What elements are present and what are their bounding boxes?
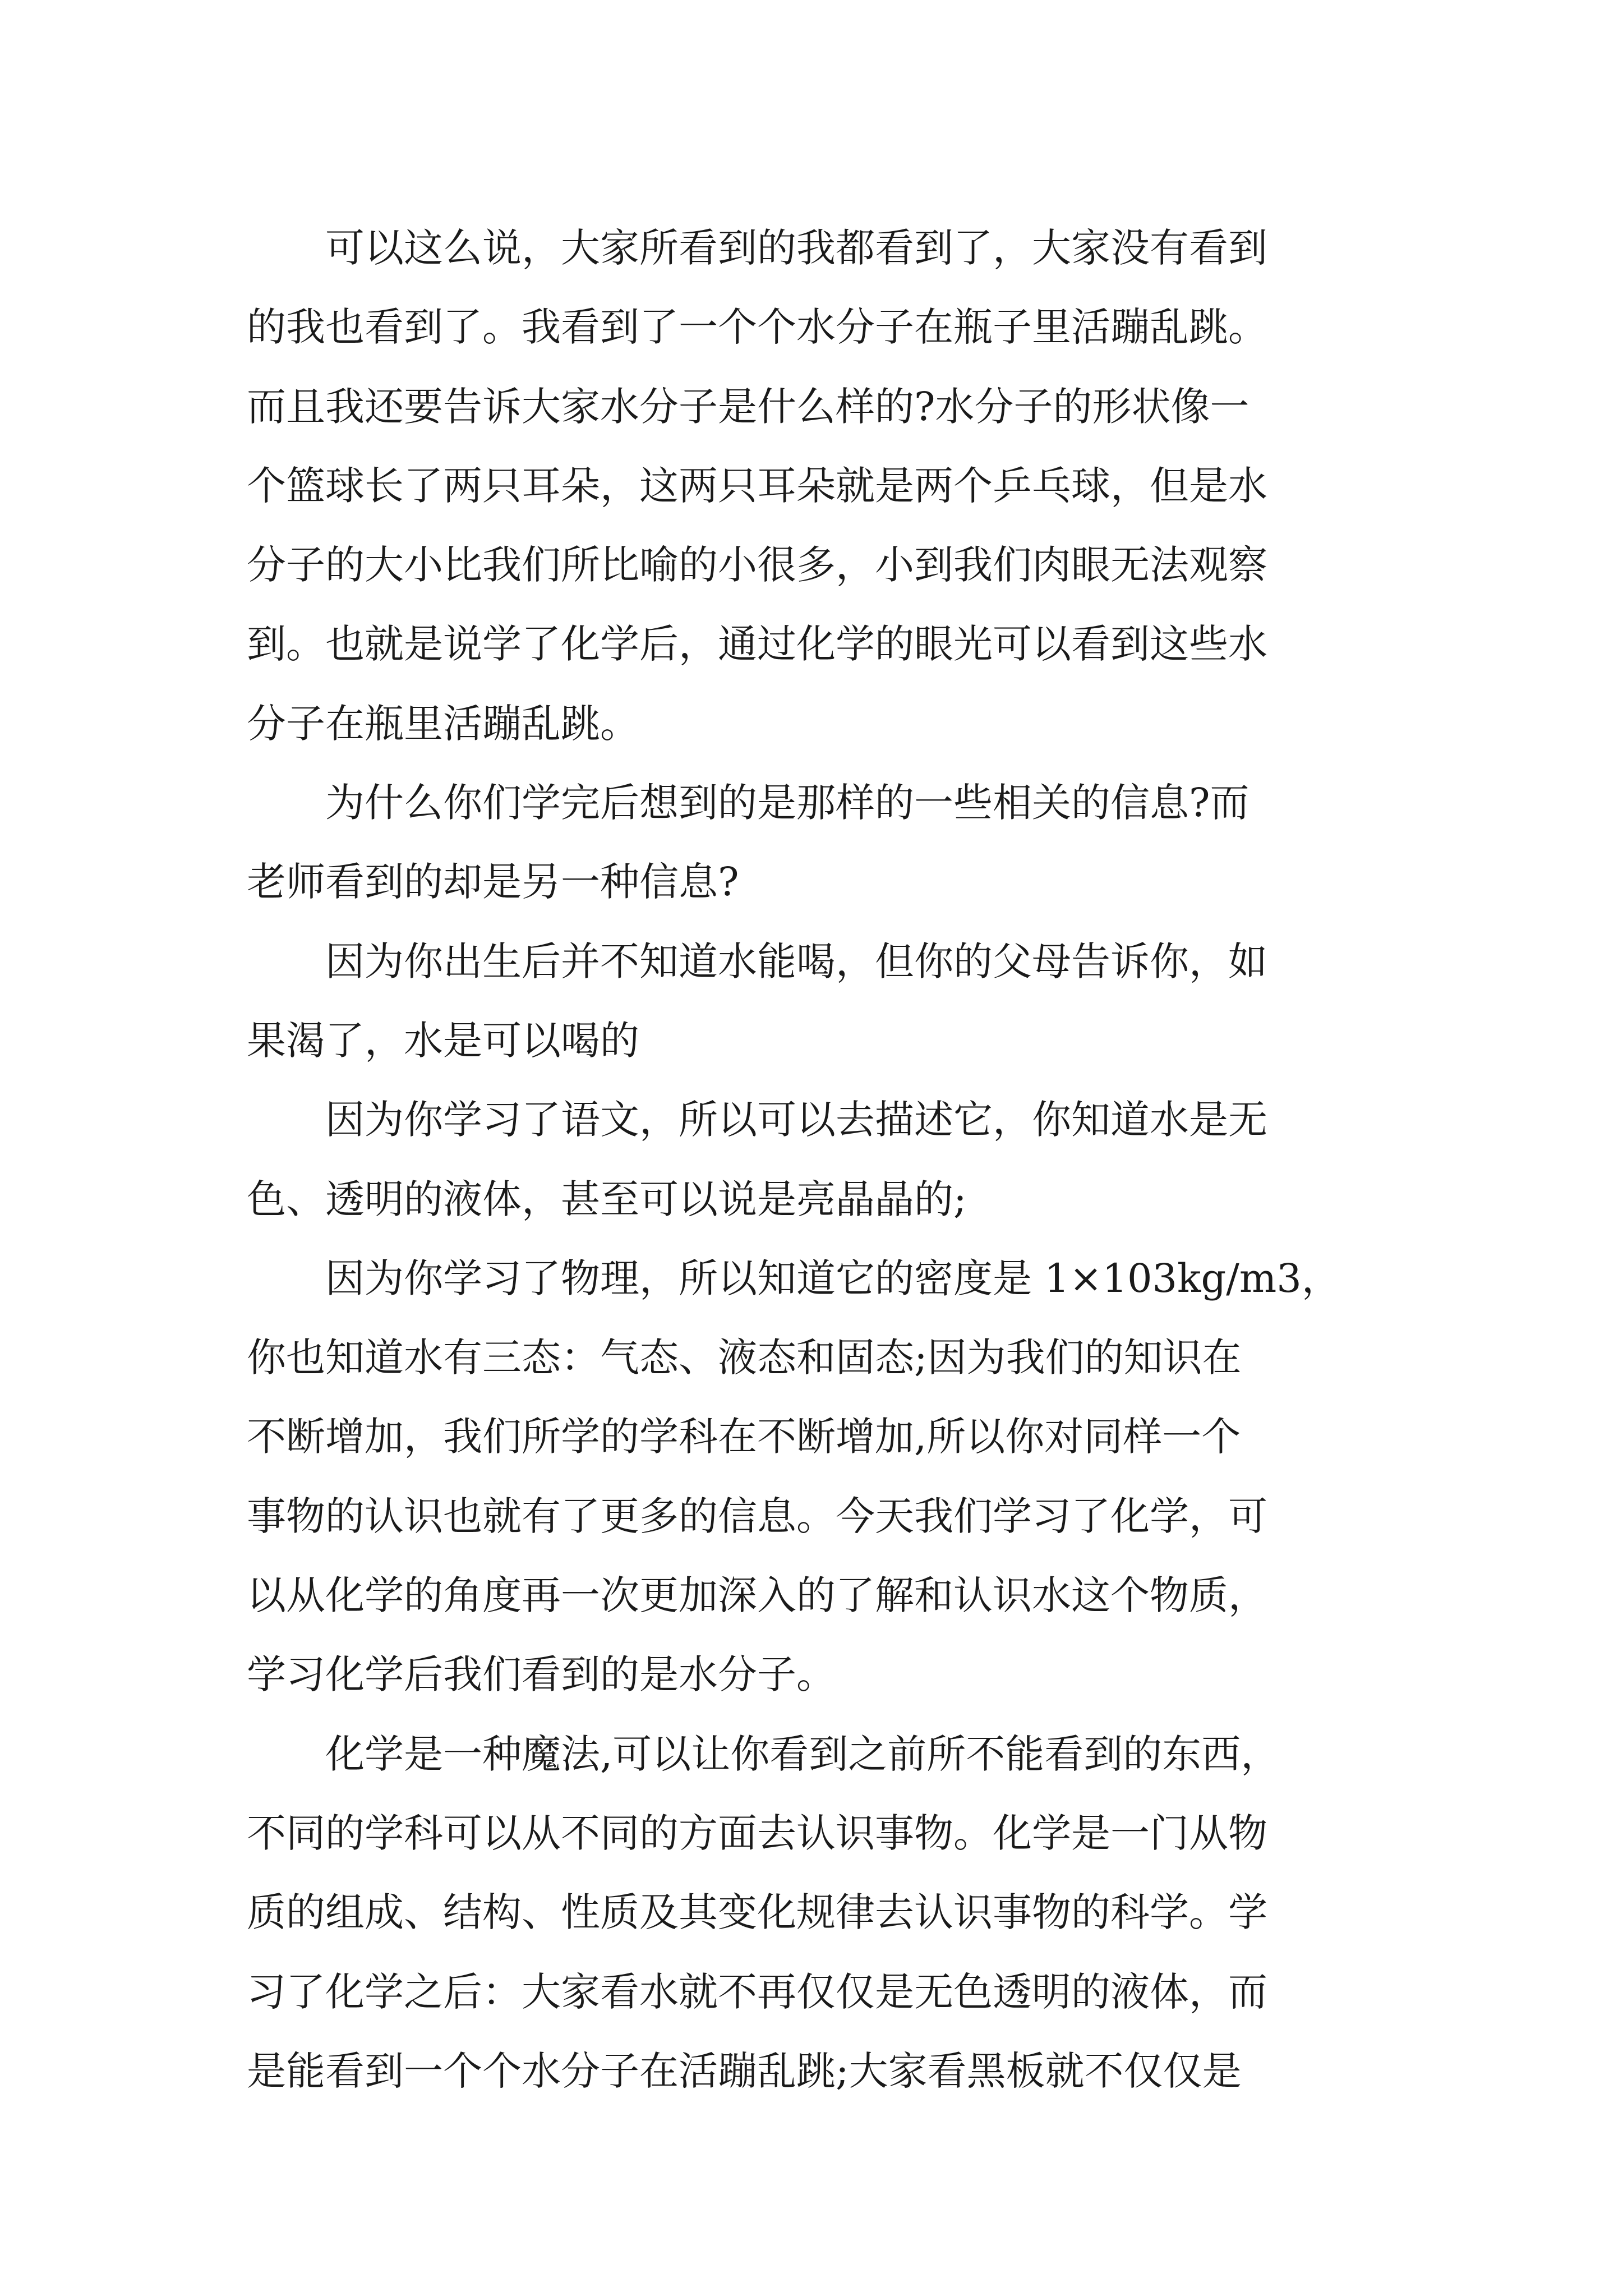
text-line: 到。也就是说学了化学后，通过化学的眼光可以看到这些水 bbox=[247, 621, 1267, 668]
text-line: 色、透明的液体，甚至可以说是亮晶晶的; bbox=[247, 1176, 967, 1222]
text-line: 因为你学习了语文，所以可以去描述它，你知道水是无 bbox=[247, 1097, 1267, 1143]
text-line: 分子在瓶里活蹦乱跳。 bbox=[247, 700, 639, 747]
text-line: 分子的大小比我们所比喻的小很多，小到我们肉眼无法观察 bbox=[247, 542, 1267, 588]
text-line: 不断增加，我们所学的学科在不断增加,所以你对同样一个 bbox=[247, 1414, 1241, 1460]
text-line: 事物的认识也就有了更多的信息。今天我们学习了化学，可 bbox=[247, 1493, 1267, 1539]
text-line: 学习化学后我们看到的是水分子。 bbox=[247, 1651, 836, 1698]
text-line: 习了化学之后：大家看水就不再仅仅是无色透明的液体，而 bbox=[247, 1968, 1267, 2015]
text-line: 个篮球长了两只耳朵，这两只耳朵就是两个乒乓球，但是水 bbox=[247, 462, 1267, 509]
text-line: 化学是一种魔法,可以让你看到之前所不能看到的东西， bbox=[247, 1731, 1280, 1777]
text-line: 因为你出生后并不知道水能喝，但你的父母告诉你，如 bbox=[247, 938, 1267, 984]
text-line: 因为你学习了物理，所以知道它的密度是 1×103kg/m3， bbox=[247, 1255, 1341, 1301]
text-line: 你也知道水有三态：气态、液态和固态;因为我们的知识在 bbox=[247, 1335, 1242, 1381]
paragraph bbox=[247, 1715, 1391, 2111]
text-line: 老师看到的却是另一种信息? bbox=[247, 859, 739, 905]
body-text bbox=[247, 209, 1391, 2111]
text-line: 不同的学科可以从不同的方面去认识事物。化学是一门从物 bbox=[247, 1810, 1267, 1856]
text-line: 的我也看到了。我看到了一个个水分子在瓶子里活蹦乱跳。 bbox=[247, 304, 1267, 351]
text-line: 为什么你们学完后想到的是那样的一些相关的信息?而 bbox=[247, 780, 1249, 826]
paragraph bbox=[247, 209, 1391, 763]
paragraph bbox=[247, 763, 1391, 922]
text-line: 果渴了，水是可以喝的 bbox=[247, 1017, 639, 1064]
text-line: 是能看到一个个水分子在活蹦乱跳;大家看黑板就不仅仅是 bbox=[247, 2047, 1242, 2094]
text-line: 可以这么说，大家所看到的我都看到了，大家没有看到 bbox=[247, 225, 1267, 271]
text-line: 而且我还要告诉大家水分子是什么样的?水分子的形状像一 bbox=[247, 383, 1249, 430]
paragraph bbox=[247, 922, 1391, 1081]
text-line: 以从化学的角度再一次更加深入的了解和认识水这个物质， bbox=[247, 1572, 1267, 1619]
text-line: 质的组成、结构、性质及其变化规律去认识事物的科学。学 bbox=[247, 1889, 1267, 1936]
paragraph bbox=[247, 1239, 1391, 1715]
paragraph bbox=[247, 1080, 1391, 1239]
